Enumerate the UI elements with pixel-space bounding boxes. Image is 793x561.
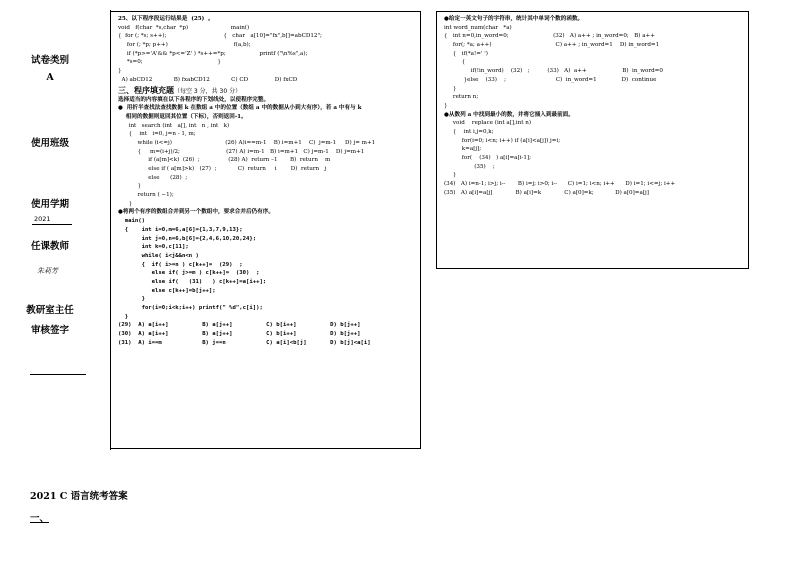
code-line: { int i,j=0,k; — [444, 128, 494, 135]
code-line: { if(*a!=' ') — [444, 50, 488, 57]
exam-sidebar — [0, 0, 100, 440]
code-line: int k=0,c[11]; — [118, 244, 189, 251]
code-line: { int i=0,m=6,a[6]={1,3,7,9,13}; — [118, 226, 243, 233]
signature-line — [30, 374, 86, 375]
section-intro: 选择适当的内容填在以下各程序的下划线处，以使程序完整。 — [118, 96, 270, 103]
code-line: int word_num(char *a) — [444, 24, 512, 31]
code-line: return n; — [444, 94, 479, 101]
code-line: for(i=0; i<n; i++) if (a[i]<a[j]) j=i; — [444, 137, 561, 144]
code-line: k=a[j]; — [444, 146, 482, 153]
search-code — [118, 122, 418, 209]
director-label: 教研室主任 — [26, 305, 74, 316]
replace-description: ●从数列 a 中找到最小的数，并将它插入到最前面。 — [444, 111, 574, 118]
teacher-signature: 朱莉芳 — [37, 267, 58, 275]
code-line: (35) ; — [444, 163, 495, 170]
code-line: 25、以下程序段运行结果是 (25) 。 — [118, 16, 214, 22]
code-line: else if ( a[m]>k) (27) ; C) return i D) return j — [118, 166, 327, 172]
code-line: void replace (int a[],int n) — [444, 120, 532, 127]
code-line: { int n=0,in_word=0; (32) A) a++ ; in_word=0; B) a++ — [444, 33, 655, 40]
code-line: { int i=0, j=n - 1, m; — [118, 131, 196, 138]
exam-type-label: 试卷类别 — [30, 55, 69, 66]
code-line: } — [118, 200, 133, 207]
section-note: （每空 3 分，共 30 分） — [174, 87, 242, 95]
code-line: { — [444, 59, 466, 66]
code-line: *s=0; } — [118, 59, 221, 66]
answer-section-heading: 一、 — [30, 513, 50, 524]
search-description: 相同的数据则返回其位置（下标），否则返回-1。 — [118, 113, 247, 120]
code-line: } — [444, 172, 457, 179]
answer-options: (31) A) i==m B) j==n C) a[i]<b[j] D) b[j]<a[i] — [118, 339, 371, 346]
section-heading — [118, 85, 418, 96]
answer-options: (29) A) a[i++] B) a[j++] C) b[i++] D) b[j++] — [118, 322, 361, 329]
search-description: ● 用折半查找法查找数据 k 在数组 a 中的位置（数组 a 中的数据从小到大有序），若 a 中有与 k — [118, 105, 362, 112]
term-label: 使用学期 — [30, 199, 69, 210]
code-line: } — [118, 68, 122, 75]
code-line: } — [118, 183, 142, 190]
word-count-description: ●给定一英文句子的字符串，统计其中单词个数的函数。 — [444, 16, 584, 22]
term-underline — [32, 224, 72, 225]
code-line: for( (34) ) a[i]=a[i-1]; — [444, 155, 531, 161]
code-line: int search (int a[], int n , int k) — [118, 122, 230, 129]
code-line: else (28) ; — [118, 174, 188, 181]
code-line: else c[k++]=b[j++]; — [118, 287, 216, 294]
code-line: { m=(i+j)/2; (27) A) i=m-1 B) i=m+1 C) j=m-1 D) j=m+1 — [118, 148, 365, 155]
code-line: else if( j>=m ) c[k++]= (30) ; — [118, 270, 260, 277]
code-line: main() — [118, 218, 145, 225]
review-label: 审核签字 — [30, 325, 69, 336]
code-line: return ( −1); — [118, 192, 174, 199]
merge-description: ●将两个有序的数组合并到另一个数组中，要求合并后仍有序。 — [118, 209, 274, 216]
class-label: 使用班级 — [30, 138, 69, 149]
answer-options: (30) A) a[i++] B) a[j++] C) b[i++] D) b[j++] — [118, 331, 361, 338]
code-line: } — [118, 296, 145, 303]
code-line: } — [444, 102, 448, 109]
code-line: void f(char *s,char *p) main() — [118, 24, 250, 31]
code-line: }else (33) ; C) in_word=1 D) continue — [444, 76, 657, 83]
teacher-label: 任课教师 — [30, 241, 69, 252]
code-line: if (a[m]<k) (26) ; (28) A) return –1 B) return m — [118, 157, 331, 164]
answer-options: (34) A) i=n-1; i>j; i-- B) i=j; i>0; i-- C) i=1; i<n; i++ D) i=1; i<=j; i++ — [444, 181, 676, 188]
code-line: while( i<j&&n<n ) — [118, 252, 199, 259]
code-line: { if( i>=n ) c[k++]= (29) ; — [118, 261, 243, 268]
code-line: } — [118, 313, 129, 320]
code-line: for (; *p; p++) f(a,b); — [118, 42, 251, 49]
section-title: 三、程序填充题 — [118, 85, 174, 95]
answer-options: A) abCD12 B) fxabCD12 C) CD D) fxCD — [118, 76, 298, 83]
code-line: { for (; *s; s++); { char a[10]="fx",b[]=abCD12"; — [118, 33, 322, 40]
merge-code — [118, 217, 418, 347]
replace-code — [444, 119, 744, 197]
answer-title: 2021 C 语言统考答案 — [30, 491, 128, 502]
code-line: } — [444, 85, 457, 92]
left-panel — [118, 15, 418, 347]
word-count-code — [444, 24, 744, 111]
code-line: if (*p>='A'&& *p<='Z' ) *s++=*p; printf ("\n%s",a); — [118, 50, 308, 57]
code-line: if(!in_word) (32) ; (33) A) a++ B) in_word=0 — [444, 68, 663, 75]
answer-options: (35) A) a[i]=a[j] B) a[i]=k C) a[0]=k; D) a[0]=a[j] — [444, 189, 649, 196]
term-value: 2021 — [34, 215, 51, 223]
code-line: for(; *a; a++) C) a++ ; in_word=1 D) in_word=1 — [444, 42, 660, 49]
exam-type-value: A — [46, 72, 54, 83]
code-line: int j=0,n=6,b[6]={2,4,6,10,20,24}; — [118, 235, 257, 242]
question-25 — [118, 15, 418, 85]
code-line: for(i=0;i<k;i++) printf(" %d",c[i]); — [118, 305, 263, 311]
code-line: while (i<=j) (26) A)i==m-1 B) i=m+1 C) j=m-1 D) j= m+1 — [118, 139, 376, 146]
right-panel — [444, 15, 744, 197]
code-line: else if( (31) ) c[k++]=a[i++]; — [118, 278, 267, 285]
